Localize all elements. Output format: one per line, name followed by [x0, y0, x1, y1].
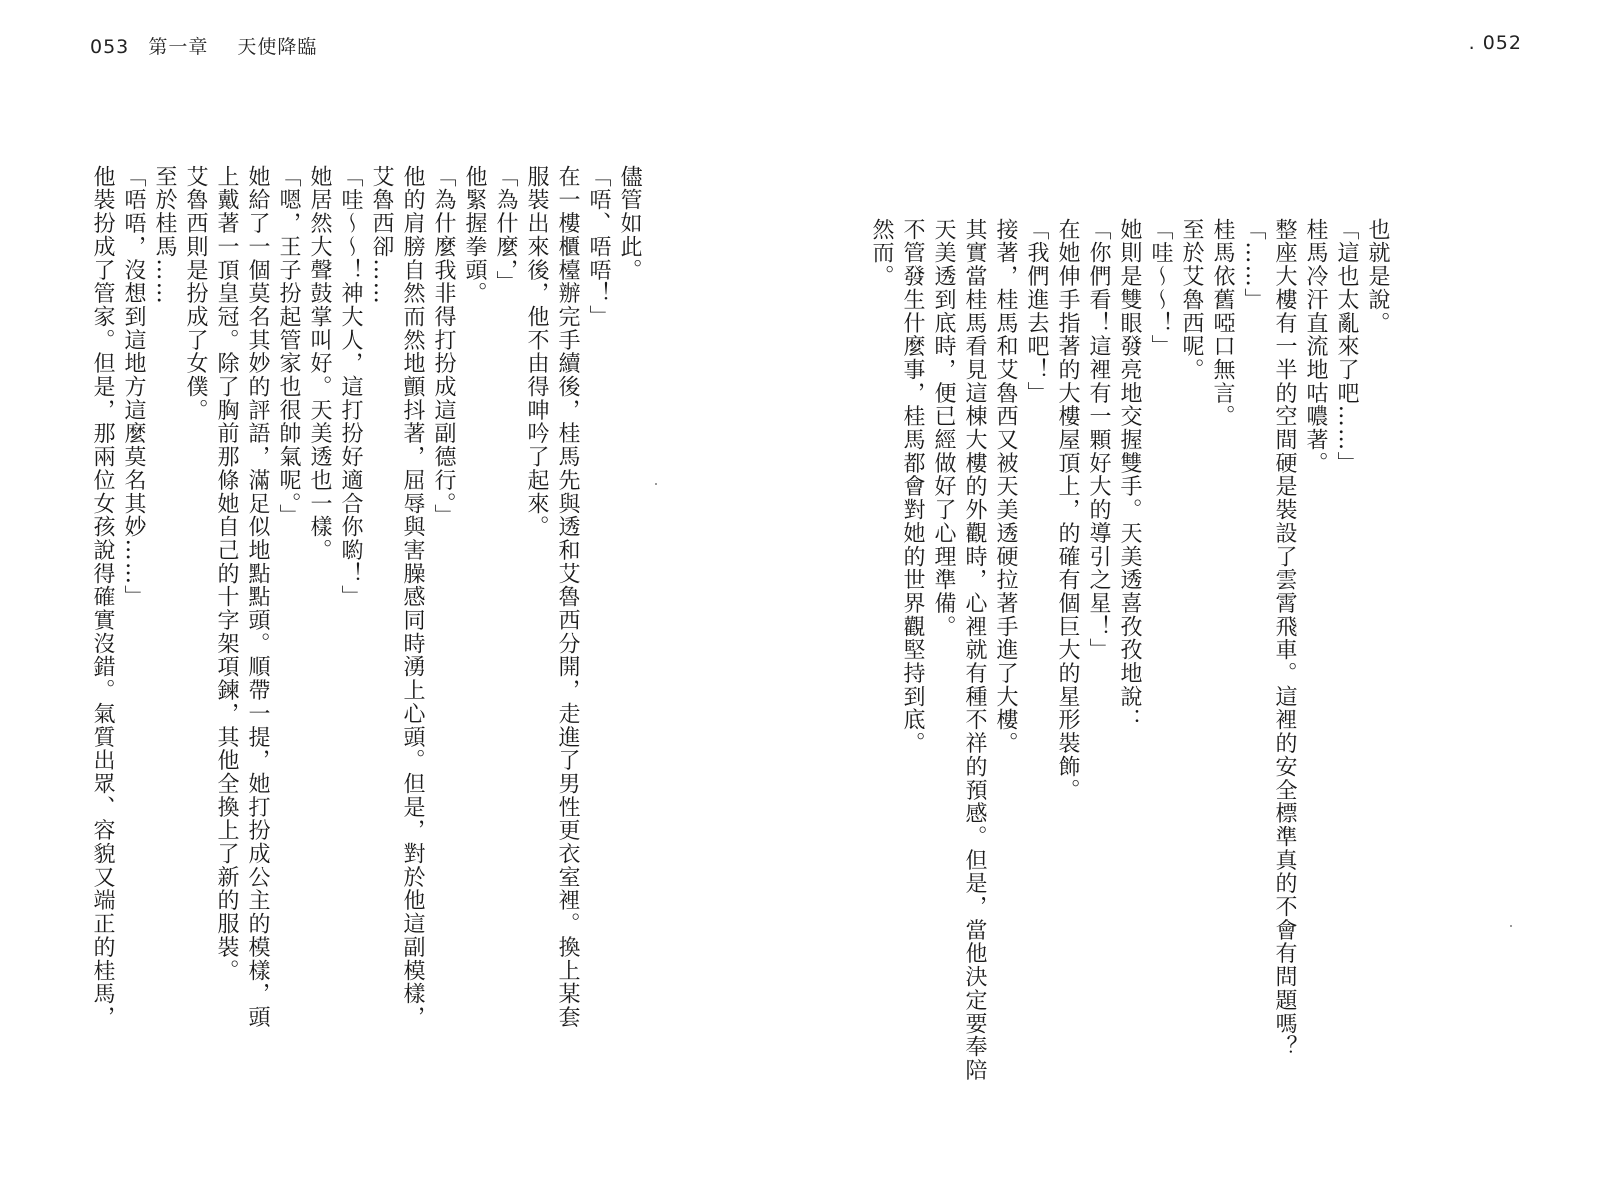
text-column: 她居然大聲鼓掌叫好。天美透也一樣。 — [307, 165, 332, 562]
text-column: 至於桂馬…… — [152, 165, 177, 306]
text-column: 在一樓櫃檯辦完手續後，桂馬先與透和艾魯西分開，走進了男性更衣室裡。換上某套 — [555, 165, 580, 1029]
text-column: 艾魯西則是扮成了女僕。 — [183, 165, 208, 422]
chapter-title: 天使降臨 — [237, 36, 318, 58]
text-column: 「我們進去吧！」 — [1024, 218, 1049, 405]
left-page-number: 053 — [90, 36, 130, 58]
text-column: 天美透到底時，便已經做好了心理準備。 — [931, 218, 956, 639]
text-column: 然而。 — [869, 218, 894, 289]
text-column: 她給了一個莫名其妙的評語，滿足似地點點頭。順帶一提，她打扮成公主的模樣，頭 — [245, 165, 270, 1029]
text-column: 上戴著一頂皇冠。除了胸前那條她自己的十字架項鍊，其他全換上了新的服裝。 — [214, 165, 239, 983]
text-column: 其實當桂馬看見這棟大樓的外觀時，心裡就有種不祥的預感。但是，當他決定要奉陪 — [962, 218, 987, 1082]
text-column: 「唔、唔唔！」 — [586, 165, 611, 329]
text-column: 不管發生什麼事，桂馬都會對她的世界觀堅持到底。 — [900, 218, 925, 756]
text-column: 他的肩膀自然而然地顫抖著，屈辱與害臊感同時湧上心頭。但是，對於他這副模樣， — [400, 165, 425, 1029]
text-column: 整座大樓有一半的空間硬是裝設了雲霄飛車。這裡的安全標準真的不會有問題嗎？ — [1272, 218, 1297, 1059]
text-column: 「哇〜〜！」 — [1148, 218, 1173, 359]
text-column: 艾魯西卻…… — [369, 165, 394, 306]
text-column: 接著，桂馬和艾魯西又被天美透硬拉著手進了大樓。 — [993, 218, 1018, 756]
text-column: 「為什麼，」 — [493, 165, 518, 295]
text-column: 「哇〜〜！神大人，這打扮好適合你喲！」 — [338, 165, 363, 609]
left-page-header — [90, 32, 317, 59]
text-column: 「這也太亂來了吧……」 — [1334, 218, 1359, 475]
right-page-number: . 052 — [1468, 32, 1522, 54]
text-column: 在她伸手指著的大樓屋頂上，的確有個巨大的星形裝飾。 — [1055, 218, 1080, 802]
text-column: 儘管如此。 — [617, 165, 642, 282]
text-column: 他裝扮成了管家。但是，那兩位女孩說得確實沒錯。氣質出眾、容貌又端正的桂馬， — [90, 165, 115, 1029]
text-column: 她則是雙眼發亮地交握雙手。天美透喜孜孜地說： — [1117, 218, 1142, 732]
text-column: 桂馬依舊啞口無言。 — [1210, 218, 1235, 429]
scan-speck — [655, 483, 657, 485]
text-column: 「你們看！這裡有一顆好大的導引之星！」 — [1086, 218, 1111, 662]
text-column: 「……」 — [1241, 218, 1266, 312]
text-column: 「唔唔，沒想到這地方這麼莫名其妙……」 — [121, 165, 146, 609]
text-column: 他緊握拳頭。 — [462, 165, 487, 306]
text-column: 至於艾魯西呢。 — [1179, 218, 1204, 382]
text-column: 桂馬冷汗直流地咕噥著。 — [1303, 218, 1328, 475]
chapter-label: 第一章 — [148, 36, 209, 58]
text-column: 「為什麼我非得打扮成這副德行。」 — [431, 165, 456, 528]
scan-speck — [1510, 925, 1512, 927]
text-column: 服裝出來後，他不由得呻吟了起來。 — [524, 165, 549, 539]
text-column: 「嗯，王子扮起管家也很帥氣呢。」 — [276, 165, 301, 528]
text-column: 也就是說。 — [1365, 218, 1390, 335]
